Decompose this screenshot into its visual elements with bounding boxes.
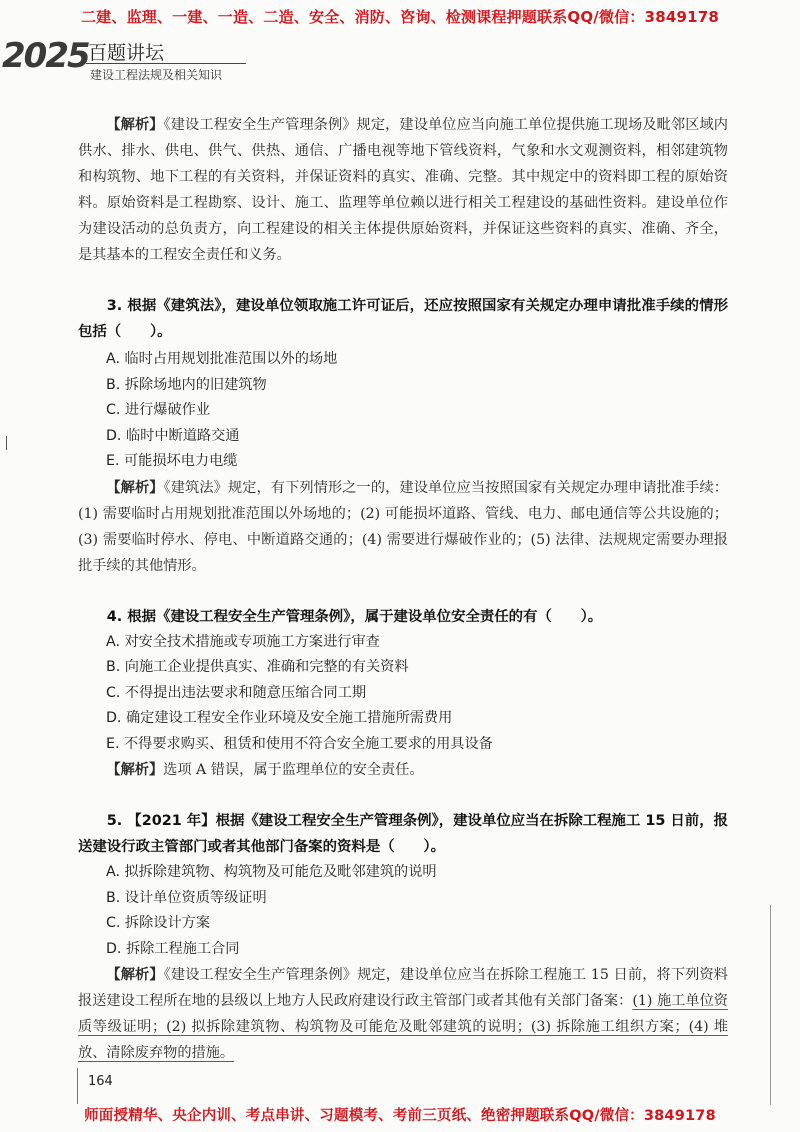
question-5-stem: 5. 【2021 年】根据《建设工程安全生产管理条例》，建设单位应当在拆除工程施工 15 日前，报送建设行政主管部门或者其他部门备案的资料是（ ）。: [78, 813, 728, 855]
question-3-option-a: A. 临时占用规划批准范围以外的场地: [106, 351, 338, 367]
header-year: 2025: [2, 36, 89, 76]
question-5-option-b: B. 设计单位资质等级证明: [106, 889, 267, 906]
analysis-tag: 【解析】: [106, 762, 164, 778]
question-5-option-d: D. 拆除工程施工合同: [106, 940, 240, 957]
analysis-tag: 【解析】: [106, 479, 164, 496]
question-4-option-d: D. 确定建设工程安全作业环境及安全施工措施所需费用: [106, 710, 453, 726]
page-content: [78, 112, 728, 1066]
question-4-option-e: E. 不得要求购买、租赁和使用不符合安全施工要求的用具设备: [106, 735, 493, 752]
analysis-text: 选项 A 错误，属于监理单位的安全责任。: [163, 762, 424, 778]
question-5-analysis: [78, 962, 728, 1066]
analysis-tag: 【解析】: [106, 967, 164, 983]
question-4-analysis: [78, 757, 728, 783]
analysis-text: 《建设工程安全生产管理条例》规定，建设单位应当向施工单位提供施工现场及毗邻区域内供水、排水、供电、供气、供热、通信、广播电视等地下管线资料，气象和水文观测资料，相邻建筑物和构筑物、地下工程的有关资料，并保证资料的真实、准确、完整。其中规定中的资料即工程的原始资料。原始资料是工程勘察、设计、施工、监理等单位赖以进行相关工程建设的基础性资料。建设单位作为建设活动的总负责方，向工程建设的相关主体提供原始资料，并保证这些资料的真实、准确、齐全，是其基本的工程安全责任和义务。: [78, 117, 728, 263]
header-divider: [86, 63, 246, 64]
question-4-option-a: A. 对安全技术措施或专项施工方案进行审查: [106, 633, 380, 650]
question-4-option-c: C. 不得提出违法要求和随意压缩合同工期: [106, 684, 367, 701]
analysis-paragraph: [78, 112, 728, 268]
question-3-analysis: [78, 475, 728, 579]
analysis-tag: 【解析】: [106, 117, 164, 133]
question-3-stem: 3. 根据《建筑法》，建设单位领取施工许可证后，还应按照国家有关规定办理申请批准手续的情形包括（ ）。: [78, 298, 728, 340]
promo-banner-bottom: 师面授精华、央企内训、考点串讲、习题模考、考前三页纸、绝密押题联系QQ/微信：3849178: [84, 1108, 716, 1124]
analysis-underlined-text: (1) 施工单位资质等级证明；(2) 拟拆除建筑物、构筑物及可能危及毗邻建筑的说明；(3) 拆除施工组织方案；(4) 堆放、清除废弃物的措施。: [78, 993, 728, 1061]
question-4-option-b: B. 向施工企业提供真实、准确和完整的有关资料: [106, 659, 409, 675]
promo-banner-top: 二建、监理、一建、一造、二造、安全、消防、咨询、检测课程押题联系QQ/微信：3849178: [80, 8, 720, 26]
question-5-option-c: C. 拆除设计方案: [106, 915, 211, 931]
question-5-option-a: A. 拟拆除建筑物、构筑物及可能危及毗邻建筑的说明: [106, 864, 437, 880]
book-header: [0, 36, 260, 86]
question-3-option-e: E. 可能损坏电力电缆: [106, 453, 238, 469]
margin-mark: [6, 436, 11, 450]
question-3-option-d: D. 临时中断道路交通: [106, 427, 240, 444]
question-3-option-b: B. 拆除场地内的旧建筑物: [106, 376, 267, 393]
header-subject: 建设工程法规及相关知识: [90, 68, 223, 82]
question-3-option-c: C. 进行爆破作业: [106, 402, 211, 418]
margin-rule: [770, 905, 771, 1105]
question-4-stem: 4. 根据《建设工程安全生产管理条例》，属于建设单位安全责任的有（ ）。: [106, 608, 603, 625]
analysis-text: 《建设工程安全生产管理条例》规定，建设单位应当在拆除工程施工 15 日前，将下列资料报送建设工程所在地的县级以上地方人民政府建设行政主管部门或者其他有关部门备案：: [78, 967, 728, 1009]
header-series-title: 百题讲坛: [88, 42, 165, 64]
analysis-text: 《建筑法》规定，有下列情形之一的，建设单位应当按照国家有关规定办理申请批准手续：(1) 需要临时占用规划批准范围以外场地的；(2) 可能损坏道路、管线、电力、邮电通信等公共设施的；(3) 需要临时停水、停电、中断道路交通的；(4) 需要进行爆破作业的；(5) 法律、法规规定需要办理报批手续的其他情形。: [78, 479, 728, 574]
footer-rule: [77, 1068, 78, 1104]
page-number: 164: [88, 1074, 113, 1089]
